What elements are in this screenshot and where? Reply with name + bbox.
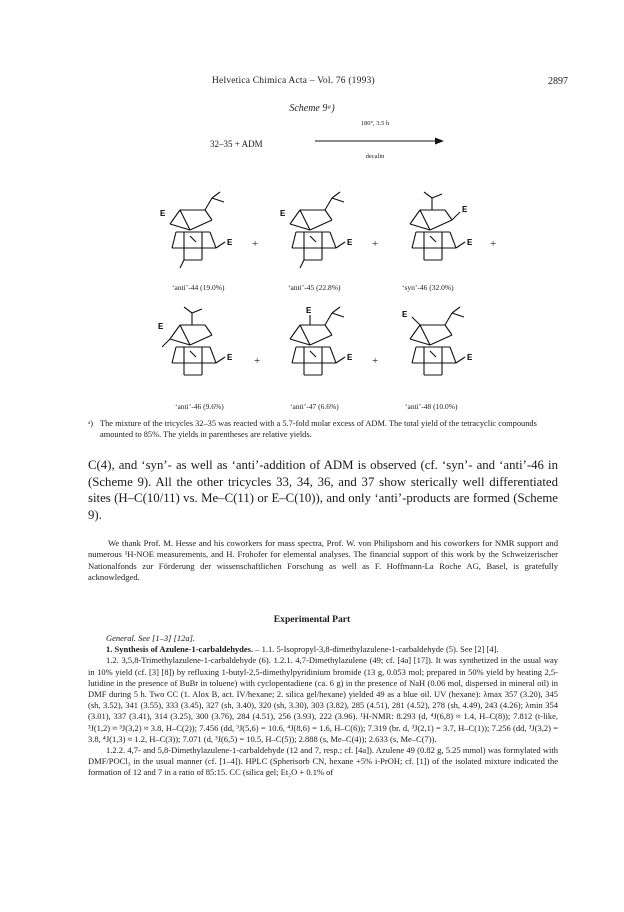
tetracycle-structure-icon (270, 305, 360, 385)
page-number: 2897 (548, 76, 568, 87)
paragraph-1-2-2: 1.2.2. 4,7- and 5,8-Dimethylazulene-1-carbaldehyde (12 and 7, resp.; cf. [4a]). Azulene 49 (0.82 g, 5.25 mmol) was formylated with DMF/POCl₃ in the usual manner (cf. [1–4]). HPLC (Spherisorb CN, hexane +5% i-PrOH; cf. [1]) of the isolated mixture indicated the formation of 12 and 7 in a ratio of 85:15. CC (silica gel; Et₂O + 0.1% of (88, 745, 558, 778)
product-structure-5 (270, 305, 360, 390)
ester-label: E (160, 209, 166, 218)
reaction-conditions-above: 180°, 3.5 h (360, 120, 390, 127)
ester-label: E (462, 205, 468, 214)
acknowledgement: We thank Prof. M. Hesse and his coworkers for mass spectra, Prof. W. von Philipsborn and his coworkers for NMR support and numerous ¹H-NOE measurements, and H. Frohofer for elemental analyses. The financial support of this work by the Schweizerischer Nationalfonds zur Förderung der wissenschaftlichen Forschung as well as F. Hoffmann-La Roche AG, Basel, is gratefully acknowledged. (88, 538, 558, 583)
tetracycle-structure-icon (150, 190, 240, 270)
body-paragraph: C(4), and ‘syn’- as well as ‘anti’-addition of ADM is observed (cf. ‘syn’- and ‘anti’-46 in (Scheme 9). All the other tricycles 33, 34, 36, and 37 show sterically well differentiated sites (H–C(10/11) vs. Me–C(11) or E–C(10)), and only ‘anti’-products are formed (Scheme 9). (88, 458, 558, 522)
plus-sign: + (372, 238, 379, 250)
ester-label: E (280, 209, 286, 218)
plus-sign: + (490, 238, 497, 250)
footnote-mark: ᵃ) (88, 419, 94, 428)
section-1-sub: – 1.1. 5-Isopropyl-3,8-dimethylazulene-1-carbaldehyde (5). See [2] [4]. (253, 644, 499, 655)
journal-title: Helvetica Chimica Acta – Vol. 76 (1993) (212, 76, 375, 86)
ester-label: E (227, 238, 233, 247)
product-structure-1 (150, 190, 240, 275)
ester-label: E (347, 238, 353, 247)
product-structure-2 (270, 190, 360, 275)
plus-sign: + (254, 355, 261, 367)
tetracycle-structure-icon (270, 190, 360, 270)
section-1-line (88, 644, 558, 655)
plus-sign: + (252, 238, 259, 250)
ester-label: E (158, 322, 164, 331)
ester-label: E (227, 353, 233, 362)
tetracycle-structure-icon (390, 190, 480, 270)
reaction-equation (210, 118, 460, 168)
footnote-text: The mixture of the tricycles 32–35 was reacted with a 5.7-fold molar excess of ADM. The total yield of the tetracyclic compounds amounted to 85%. The yields in parentheses are relative yields. (100, 419, 537, 439)
ester-label: E (347, 353, 353, 362)
product-label-6: ‘anti’-48 (10.0%) (405, 402, 458, 411)
product-label-2: ‘anti’-45 (22.8%) (288, 283, 341, 292)
scheme-title: Scheme 9ᵃ) (289, 103, 335, 114)
reactants: 32–35 + ADM (210, 139, 263, 149)
general-line: General. See [1–3] [12a]. (106, 633, 196, 643)
product-label-4: ‘anti’-46 (9.6%) (175, 402, 224, 411)
product-label-5: ‘anti’-47 (6.6%) (290, 402, 339, 411)
running-head (0, 76, 624, 90)
product-label-3: ‘syn’-46 (32.0%) (402, 283, 454, 292)
scheme-footnote (88, 418, 558, 440)
ester-label: E (306, 306, 312, 315)
plus-sign: + (372, 355, 379, 367)
ester-label: E (402, 310, 408, 319)
reaction-conditions-below: decalin (365, 153, 385, 160)
product-label-1: ‘anti’-44 (19.0%) (172, 283, 225, 292)
experimental-body (88, 633, 558, 779)
tetracycle-structure-icon (150, 305, 240, 385)
section-heading: Experimental Part (273, 614, 351, 625)
paragraph-1-2: 1.2. 3,5,8-Trimethylazulene-1-carbaldehyde (6). 1.2.1. 4,7-Dimethylazulene (49; cf. [4a] [17]). It was synthetized in the usual way in 10% yield (cf. [3] [8]) by refluxing 1-butyl-2,5-dimethylpyridinium bromide (13 g, 0.053 mol; prepared in 50% yield by heating 2,5-lutidine in the presence of BuBr in toluene) with cyclopentadiene (ca. 6 g) in the presence of NaH (0.06 mol, dispersed in mineral oil) in DMF during 5 h. Two CC (1. Alox B, act. IV/hexane; 2. silica gel/hexane) yielded 49 as a blue oil. UV (hexane): λmax 357 (3.20), 345 (sh, 3.52), 341 (3.55), 333 (3.45), 327 (sh, 3.40), 320 (sh, 3.30), 303 (3.82), 285 (4.51), 281 (4.52), 278 (sh, 4.49), 243 (4.26); λmin 354 (3.01), 337 (3.41), 314 (3.25), 300 (3.76), 284 (4.51), 256 (3.93), 222 (3.96). ¹H-NMR: 8.293 (d, ⁴J(6,8) ≈ 1.4, H–C(8)); 7.812 (t-like, ³J(1,2) ≈ ³J(3,2) ≈ 3.8, H–C(2)); 7.456 (dd, ³J(5,6) = 10.6, ⁴J(8,6) = 1.6, H–C(6)); 7.319 (br. d, ³J(2,1) = 3.7, H–C(1)); 7.256 (dd, ³J(3,2) = 3.8, ⁴J(1,3) ≈ 1.2, H–C(3)); 7.071 (d, ³J(6,5) = 10.5, H–C(5)); 2.888 (s, Me–C(4)); 2.633 (s, Me–C(7)). (88, 655, 558, 744)
product-structure-4 (150, 305, 240, 390)
tetracycle-structure-icon (390, 305, 480, 385)
product-structure-6 (390, 305, 480, 390)
product-structure-3 (390, 190, 480, 275)
ester-label: E (467, 353, 473, 362)
reaction-arrow-icon (315, 136, 445, 146)
section-1-title: 1. Synthesis of Azulene-1-carbaldehydes. (106, 644, 254, 655)
ester-label: E (467, 238, 473, 247)
